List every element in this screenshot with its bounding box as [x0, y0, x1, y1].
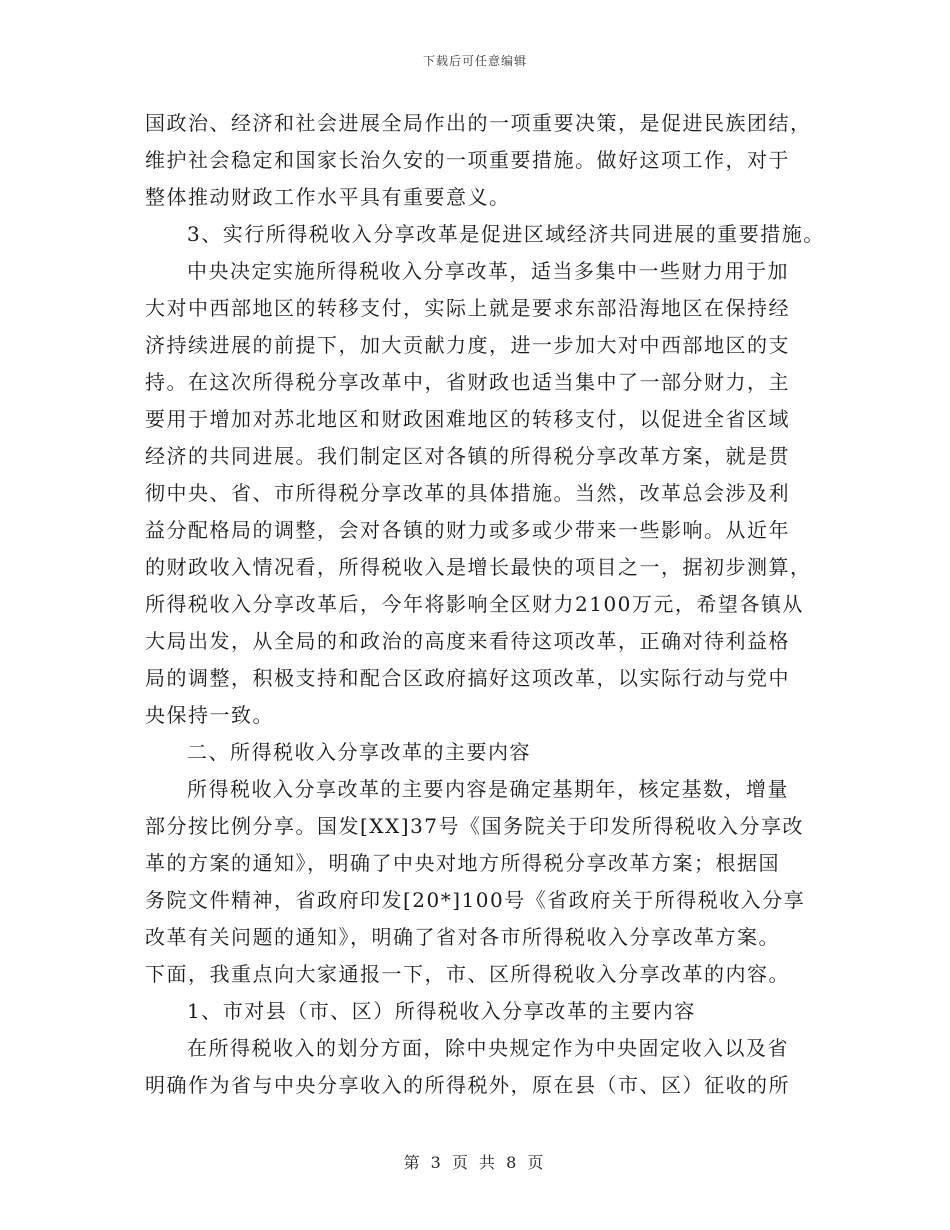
- text-line: 下面，我重点向大家通报一下，市、区所得税收入分享改革的内容。: [145, 962, 790, 986]
- page-header: 下载后可任意编辑: [422, 54, 527, 68]
- text-line: 部分按比例分享。国发[XX]37号《国务院关于印发所得税收入分享改: [145, 814, 805, 838]
- text-line: 大局出发，从全局的和政治的高度来看待这项改革，正确对待利益格: [145, 629, 790, 653]
- text-line: 大对中西部地区的转移支付，实际上就是要求东部沿海地区在保持经: [145, 296, 790, 320]
- text-line: 经济的共同进展。我们制定区对各镇的所得税分享改革方案，就是贯: [145, 444, 790, 468]
- text-line: 持。在这次所得税分享改革中，省财政也适当集中了一部分财力，主: [145, 370, 790, 394]
- text-line: 彻中央、省、市所得税分享改革的具体措施。当然，改革总会涉及利: [145, 481, 790, 505]
- text-line: 局的调整，积极支持和配合区政府搞好这项改革，以实际行动与党中: [145, 666, 790, 690]
- text-line: 3、实行所得税收入分享改革是促进区域经济共同进展的重要措施。: [187, 222, 825, 246]
- text-line: 务院文件精神，省政府印发[20*]100号《省政府关于所得税收入分享: [145, 888, 806, 912]
- text-line: 中央决定实施所得税收入分享改革，适当多集中一些财力用于加: [187, 259, 789, 283]
- text-line: 改革有关问题的通知》，明确了省对各市所得税收入分享改革方案。: [145, 925, 780, 949]
- text-line: 所得税收入分享改革的主要内容是确定基期年，核定基数，增量: [187, 777, 789, 801]
- text-line: 在所得税收入的划分方面，除中央规定作为中央固定收入以及省: [187, 1036, 789, 1060]
- document-body: [145, 105, 835, 1104]
- text-line: 济持续进展的前提下，加大贡献力度，进一步加大对中西部地区的支: [145, 333, 790, 357]
- text-line: 1、市对县（市、区）所得税收入分享改革的主要内容: [187, 999, 696, 1023]
- text-line: 的财政收入情况看，所得税收入是增长最快的项目之一，据初步测算，: [145, 555, 812, 579]
- text-line: 益分配格局的调整，会对各镇的财力或多或少带来一些影响。从近年: [145, 518, 790, 542]
- text-line: 革的方案的通知》，明确了中央对地方所得税分享改革方案；根据国: [145, 851, 780, 875]
- text-line: 维护社会稳定和国家长治久安的一项重要措施。做好这项工作，对于: [145, 148, 790, 172]
- text-line: 国政治、经济和社会进展全局作出的一项重要决策，是促进民族团结，: [145, 111, 812, 135]
- text-line: 明确作为省与中央分享收入的所得税外，原在县（市、区）征收的所: [145, 1073, 790, 1097]
- text-line: 所得税收入分享改革后，今年将影响全区财力2100万元，希望各镇从: [145, 592, 804, 616]
- text-line: 整体推动财政工作水平具有重要意义。: [145, 185, 511, 209]
- text-line: 要用于增加对苏北地区和财政困难地区的转移支付，以促进全省区域: [145, 407, 790, 431]
- page-footer: 第 3 页 共 8 页: [403, 1153, 547, 1172]
- text-line: 央保持一致。: [145, 703, 274, 727]
- text-line: 二、所得税收入分享改革的主要内容: [187, 740, 531, 764]
